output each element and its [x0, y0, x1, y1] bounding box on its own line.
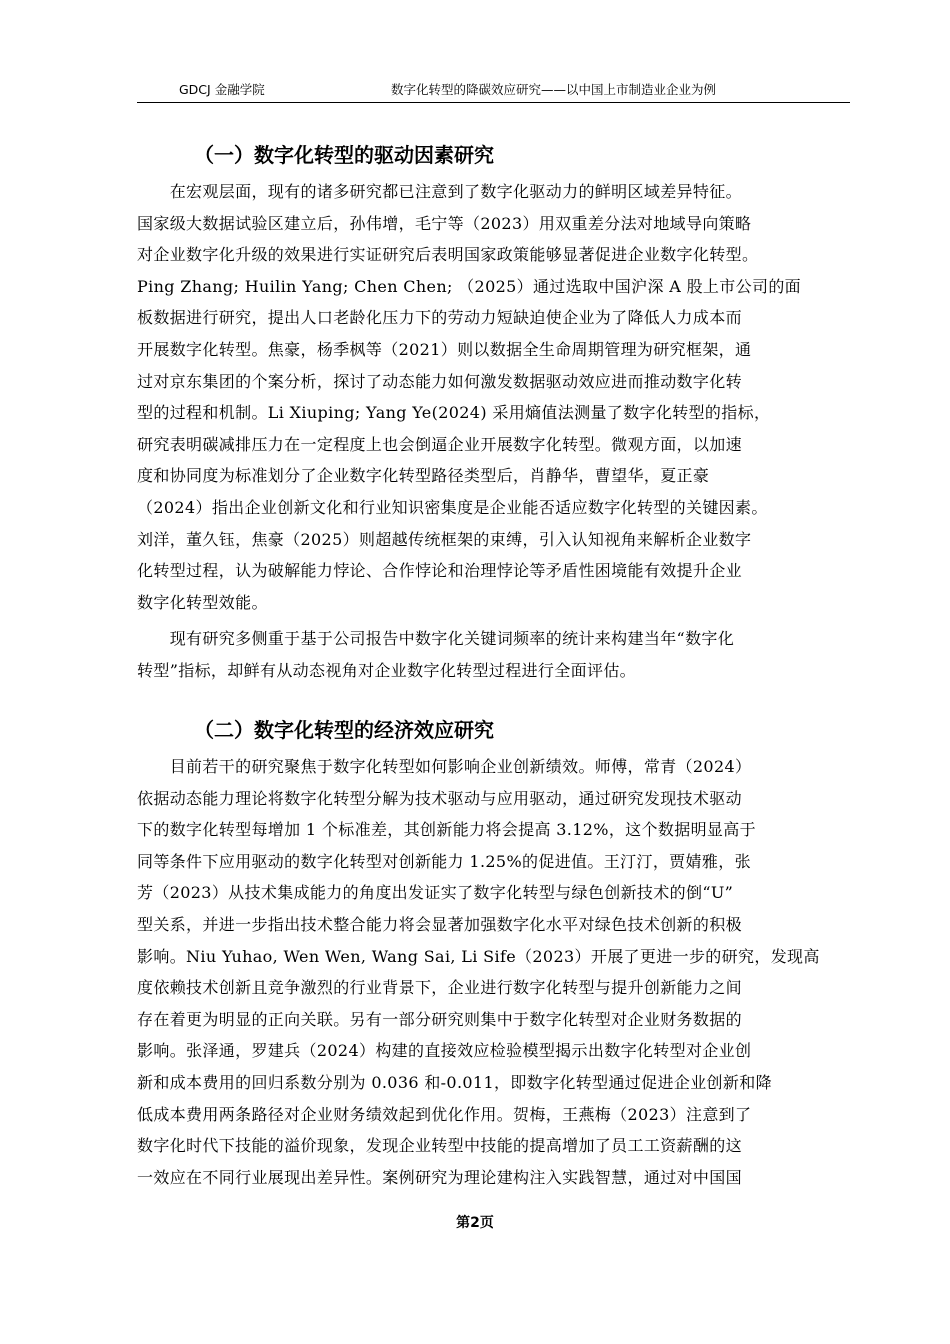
text-line: 开展数字化转型。焦豪，杨季枫等（2021）则以数据全生命周期管理为研究框架，通	[137, 339, 752, 359]
text-line: 同等条件下应用驱动的数字化转型对创新能力 1.25%的促进值。王汀汀，贾婧雅，张	[137, 851, 751, 871]
text-line: 影响。张泽通，罗建兵（2024）构建的直接效应检验模型揭示出数字化转型对企业创	[137, 1041, 752, 1061]
text-line: 一效应在不同行业展现出差异性。案例研究为理论建构注入实践智慧，通过对中国国	[137, 1167, 742, 1187]
text-line: 度和协同度为标准划分了企业数字化转型路径类型后，肖静华，曹望华，夏正豪	[137, 466, 710, 486]
text-line: 存在着更为明显的正向关联。另有一部分研究则集中于数字化转型对企业财务数据的	[137, 1009, 742, 1029]
text-line: 目前若干的研究聚焦于数字化转型如何影响企业创新绩效。师傅，常青（2024）	[137, 757, 752, 776]
text-line: 新和成本费用的回归系数分别为 0.036 和-0.011，即数字化转型通过促进企业创新和降	[137, 1072, 772, 1092]
page-header	[137, 78, 850, 103]
text-line: 转型”指标，却鲜有从动态视角对企业数字化转型过程进行全面评估。	[137, 660, 637, 680]
text-line: 板数据进行研究，提出人口老龄化压力下的劳动力短缺迫使企业为了降低人力成本而	[137, 308, 742, 328]
header-school: GDCJ 金融学院	[179, 82, 265, 97]
text-line: 数字化转型效能。	[137, 592, 268, 612]
text-line: 度依赖技术创新且竞争激烈的行业背景下，企业进行数字化转型与提升创新能力之间	[137, 978, 742, 998]
text-line: 型关系，并进一步指出技术整合能力将会显著加强数字化水平对绿色技术创新的积极	[137, 914, 742, 934]
section2-paragraph-1	[137, 751, 849, 1193]
text-line: 依据动态能力理论将数字化转型分解为技术驱动与应用驱动，通过研究发现技术驱动	[137, 788, 742, 808]
text-line: 数字化时代下技能的溢价现象，发现企业转型中技能的提高增加了员工工资薪酬的这	[137, 1136, 742, 1156]
text-line: Ping Zhang; Huilin Yang; Chen Chen; （2025）通过选取中国沪深 A 股上市公司的面	[137, 276, 802, 296]
text-line: 刘洋，董久钰，焦豪（2025）则超越传统框架的束缚，引入认知视角来解析企业数字	[137, 529, 752, 549]
text-line: 对企业数字化升级的效果进行实证研究后表明国家政策能够显著促进企业数字化转型。	[137, 245, 759, 265]
header-paper-title: 数字化转型的降碳效应研究——以中国上市制造业企业为例	[391, 82, 717, 97]
section-heading-1: （一）数字化转型的驱动因素研究	[194, 143, 494, 167]
text-line: 下的数字化转型每增加 1 个标准差，其创新能力将会提高 3.12%，这个数据明显高于	[137, 820, 756, 840]
text-line: 国家级大数据试验区建立后，孙伟增，毛宁等（2023）用双重差分法对地域导向策略	[137, 213, 752, 233]
text-line: 低成本费用两条路径对企业财务绩效起到优化作用。贺梅，王燕梅（2023）注意到了	[137, 1104, 752, 1124]
text-line: 化转型过程，认为破解能力悖论、合作悖论和治理悖论等矛盾性困境能有效提升企业	[137, 561, 742, 581]
section-heading-2: （二）数字化转型的经济效应研究	[194, 718, 494, 742]
text-line: 型的过程和机制。Li Xiuping; Yang Ye(2024) 采用熵值法测量了数字化转型的指标，	[137, 403, 771, 423]
page-number: 第2页	[456, 1215, 494, 1231]
text-line: 过对京东集团的个案分析，探讨了动态能力如何激发数据驱动效应进而推动数字化转	[137, 371, 742, 391]
section1-paragraph-1	[137, 176, 849, 618]
text-line: 芳（2023）从技术集成能力的角度出发证实了数字化转型与绿色创新技术的倒“U”	[137, 883, 734, 903]
text-line: （2024）指出企业创新文化和行业知识密集度是企业能否适应数字化转型的关键因素。	[137, 497, 768, 517]
text-line: 影响。Niu Yuhao, Wen Wen, Wang Sai, Li Sife（2023）开展了更进一步的研究，发现高	[137, 946, 820, 966]
text-line: 研究表明碳减排压力在一定程度上也会倒逼企业开展数字化转型。微观方面，以加速	[137, 434, 742, 454]
section1-paragraph-2	[137, 623, 849, 686]
text-line: 现有研究多侧重于基于公司报告中数字化关键词频率的统计来构建当年“数字化	[137, 629, 735, 648]
text-line: 在宏观层面，现有的诸多研究都已注意到了数字化驱动力的鲜明区域差异特征。	[137, 182, 742, 201]
